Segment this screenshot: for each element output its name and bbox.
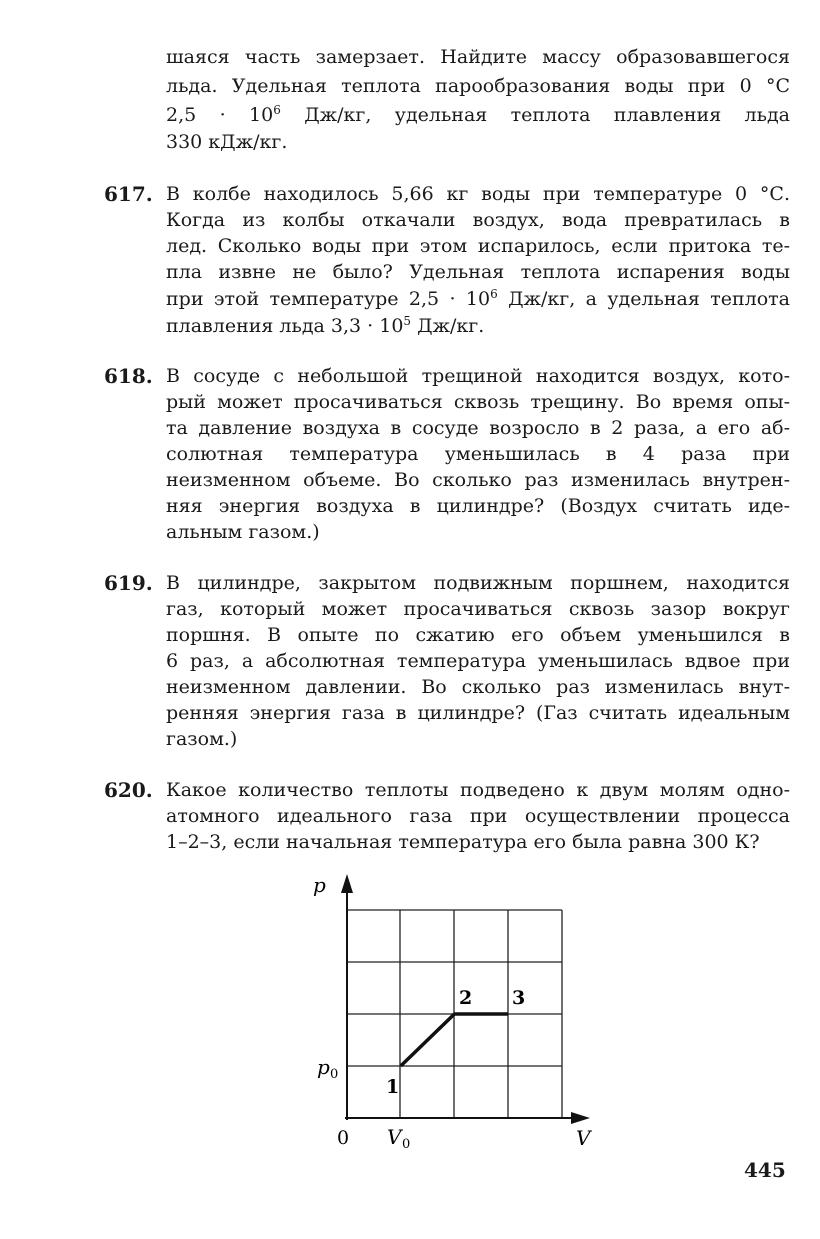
problem-line: солютная температура уменьшилась в 4 раза при — [166, 443, 790, 465]
page-number: 445 — [744, 1158, 786, 1182]
p0-label: p — [317, 1055, 330, 1079]
v-axis-arrow — [571, 1112, 590, 1124]
problem-line: В колбе находилось 5,66 кг воды при температуре 0 °С. — [166, 183, 790, 205]
v0-label: V — [387, 1125, 402, 1149]
problem-line: неизменном давлении. Во сколько раз изменилась внут- — [166, 676, 790, 698]
problem-line: плавления льда $3,3 \cdot 10^5$ Дж/кг. — [166, 314, 485, 337]
problem-line: газом.) — [166, 728, 238, 750]
problem-line: лед. Сколько воды при этом испарилось, если притока те- — [166, 235, 790, 257]
problem-line: 1–2–3, если начальная температура его была равна 300 К? — [166, 831, 760, 853]
point-3-label: 3 — [512, 987, 526, 1009]
intro-line: 330 кДж/кг. — [166, 131, 288, 153]
problem-line: В цилиндре, закрытом подвижным поршнем, находится — [166, 572, 790, 594]
problem-line: газ, который может просачиваться сквозь зазор вокруг — [166, 598, 790, 620]
problem-line: рый может просачиваться сквозь трещину. Во время опы- — [166, 391, 790, 413]
problem-line: поршня. В опыте по сжатию его объем уменьшился в — [166, 624, 790, 646]
problem-line: при этой температуре $2,5 \cdot 10^6$ Дж/кг, а удельная теплота — [166, 287, 790, 310]
problem-number: 619. — [104, 571, 153, 595]
problem-number: 617. — [104, 182, 153, 206]
point-2-label: 2 — [459, 987, 473, 1009]
point-1-label: 1 — [386, 1076, 400, 1098]
intro-line: льда. Удельная теплота парообразования воды при 0 °С — [166, 75, 790, 97]
p-axis-label: p — [313, 873, 326, 897]
problem-line: та давление воздуха в сосуде возросло в 2 раза, а его аб- — [166, 417, 790, 439]
problem-line: Какое количество теплоты подведено к двум молям одно- — [166, 779, 790, 801]
problem-line: В сосуде с небольшой трещиной находится воздух, кото- — [166, 365, 790, 387]
problem-number: 620. — [104, 778, 153, 802]
problem-line: альным газом.) — [166, 521, 320, 543]
intro-line: шаяся часть замерзает. Найдите массу образовавшегося — [166, 46, 790, 68]
p-axis-arrow — [341, 874, 353, 893]
problem-line: 6 раз, а абсолютная температура уменьшилась вдвое при — [166, 650, 790, 672]
problem-line: няя энергия воздуха в цилиндре? (Воздух считать иде- — [166, 495, 790, 517]
v-axis-label: V — [576, 1126, 591, 1150]
problem-line: ренняя энергия газа в цилиндре? (Газ считать идеальным — [166, 702, 790, 724]
problem-line: Когда из колбы откачали воздух, вода превратилась в — [166, 209, 790, 231]
problem-line: неизменном объеме. Во сколько раз изменилась внутрен- — [166, 469, 790, 491]
origin-label: 0 — [337, 1127, 350, 1149]
p0-subscript: 0 — [330, 1067, 339, 1082]
problem-line: пла извне не было? Удельная теплота испарения воды — [166, 261, 790, 283]
problem-number: 618. — [104, 364, 153, 388]
intro-line: $2,5 \cdot 10^6$ Дж/кг, удельная теплота плавления льда — [166, 103, 791, 126]
v0-subscript: 0 — [402, 1137, 411, 1152]
problem-line: атомного идеального газа при осуществлении процесса — [166, 805, 790, 827]
